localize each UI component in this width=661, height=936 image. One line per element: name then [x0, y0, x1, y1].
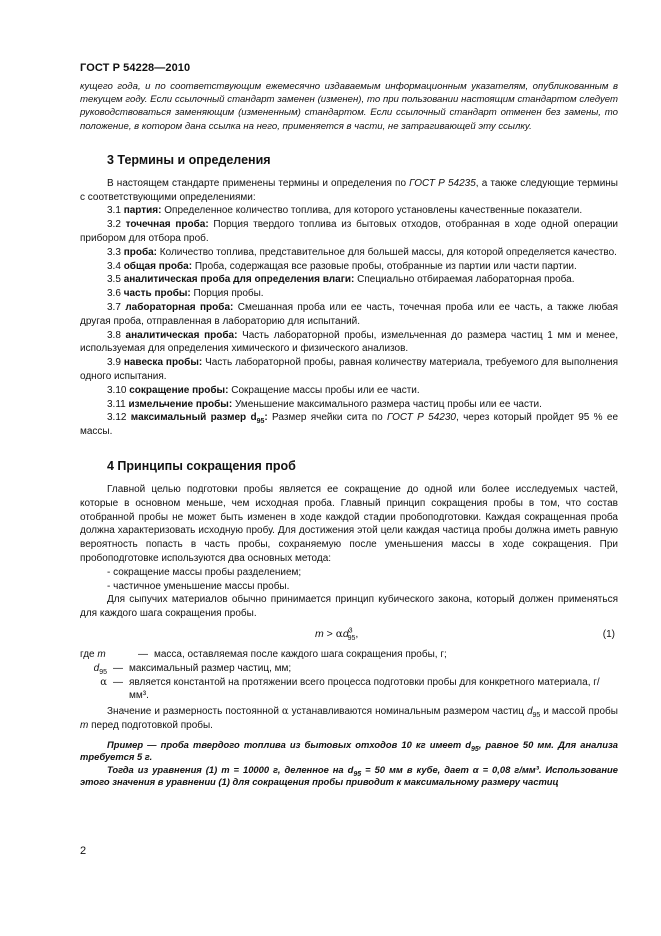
page-content — [80, 80, 618, 789]
gost-link-54230: ГОСТ Р 54230 — [386, 412, 456, 424]
example-2: Тогда из уравнения (1) m = 10000 г, деленное на $d_{95} = 50$ мм в кубе, дает α = 0,08 г/мм³. Использование этого значения в уравнении (1) для сокращения пробы приводит к максимальному размеру частиц — [80, 763, 618, 788]
term-3-12: 3.12 максимальный размер $d_{95}$: Размер ячейки сита по ГОСТ Р 54230, через который пройдет 95 % ее массы. — [80, 412, 619, 438]
where-row-d95: $d_{95}$ — максимальный размер частиц, мм; — [93, 662, 292, 676]
formula-expression: $m > \alpha d^3_{95}$, — [315, 627, 359, 643]
section-4-heading: 4 Принципы сокращения проб — [107, 458, 296, 473]
term-3-1: 3.1 партия: Определенное количество топлива, для которого установлены качественные показатели. — [107, 205, 583, 217]
term-3-6: 3.6 часть пробы: Порция пробы. — [107, 288, 264, 300]
document-header: ГОСТ Р 54228—2010 — [80, 62, 191, 74]
example-1: Пример — проба твердого топлива из бытовых отходов 10 кг имеет $d_{95}$, равное 50 мм. Для анализа требуется 5 г. — [80, 738, 618, 763]
intro-note: кущего года, и по соответствующим ежемесячно издаваемым информационным указателям, опубликованным в текущем году. Если ссылочный стандарт заменен (изменен), то при пользовании настоящим стандартом следует руководствоваться заменяющим (измененным) стандартом. Если ссылочный стандарт отменен без замены, то положение, в котором дана ссылка на него, применяется в части, не затрагивающей эту ссылку. — [80, 81, 618, 132]
section-3-intro: В настоящем стандарте применены термины и определения по ГОСТ Р 54235, а также следующие термины с соответствующими определениями: — [80, 177, 618, 203]
section-4-paragraph-1: Главной целью подготовки пробы является ее сокращение до одной или более исследуемых частей, которые в основном меньше, чем исходная проба. Главный принцип сокращения пробы в том, что состав отобранной пробы не может быть изменен в ходе каждой стадии пробоподготовки. Каждая сокращенная проба должна характеризовать исходную пробу. Для достижения этой цели каждая частица пробы должна иметь равную вероятность попасть в часть пробы, сохраняемую после уменьшения массы в ходе сокращения. При пробоподготовке используются два основных метода: — [80, 483, 618, 564]
where-row-m: где m — масса, оставляемая после каждого шага сокращения пробы, г; — [80, 648, 447, 660]
method-list-item-2: - частичное уменьшение массы пробы. — [107, 580, 290, 592]
term-3-7: 3.7 лабораторная проба: Смешанная проба или ее часть, точечная проба или ее часть, а также любая другая проба, отправленная в лабораторию для испытаний. — [80, 301, 618, 327]
section-4-paragraph-3: Значение и размерность постоянной α устанавливаются номинальным размером частиц $d_{95}$ и массой пробы m перед подготовкой пробы. — [80, 706, 618, 731]
term-3-11: 3.11 измельчение пробы: Уменьшение максимального размера частиц пробы или ее части. — [107, 398, 542, 410]
formula-1 — [80, 625, 618, 647]
term-3-9: 3.9 навеска пробы: Часть лабораторной пробы, равная количеству материала, требуемого для выполнения одного испытания. — [80, 357, 619, 382]
term-3-4: 3.4 общая проба: Проба, содержащая все разовые пробы, отобранные из партии или части партии. — [107, 260, 577, 272]
where-row-alpha: α — является константой на протяжении всего процесса подготовки пробы для конкретного материала, г/мм³. — [100, 676, 600, 702]
formula-number: (1) — [602, 628, 615, 640]
method-list-item-1: - сокращение массы пробы разделением; — [107, 566, 302, 578]
section-4-paragraph-2: Для сыпучих материалов обычно принимается принцип кубического закона, который должен применяться для каждого шага сокращения пробы. — [80, 594, 618, 620]
term-3-2: 3.2 точечная проба: Порция твердого топлива из бытовых отходов, отобранная в ходе одной операции прибором для отбора проб. — [80, 219, 619, 244]
term-3-3: 3.3 проба: Количество топлива, представительное для большей массы, для которой определяется качество. — [107, 246, 617, 258]
term-3-8: 3.8 аналитическая проба: Часть лабораторной пробы, измельченная до размера частиц 1 мм и менее, используемая для определения химического и физического анализов. — [80, 329, 618, 355]
page-number: 2 — [80, 845, 87, 857]
term-3-5: 3.5 аналитическая проба для определения влаги: Специально отбираемая лабораторная проба. — [107, 274, 575, 286]
gost-link-54235: ГОСТ Р 54235 — [409, 177, 476, 189]
term-3-10: 3.10 сокращение пробы: Сокращение массы пробы или ее части. — [107, 384, 420, 396]
section-3-heading: 3 Термины и определения — [107, 152, 271, 167]
